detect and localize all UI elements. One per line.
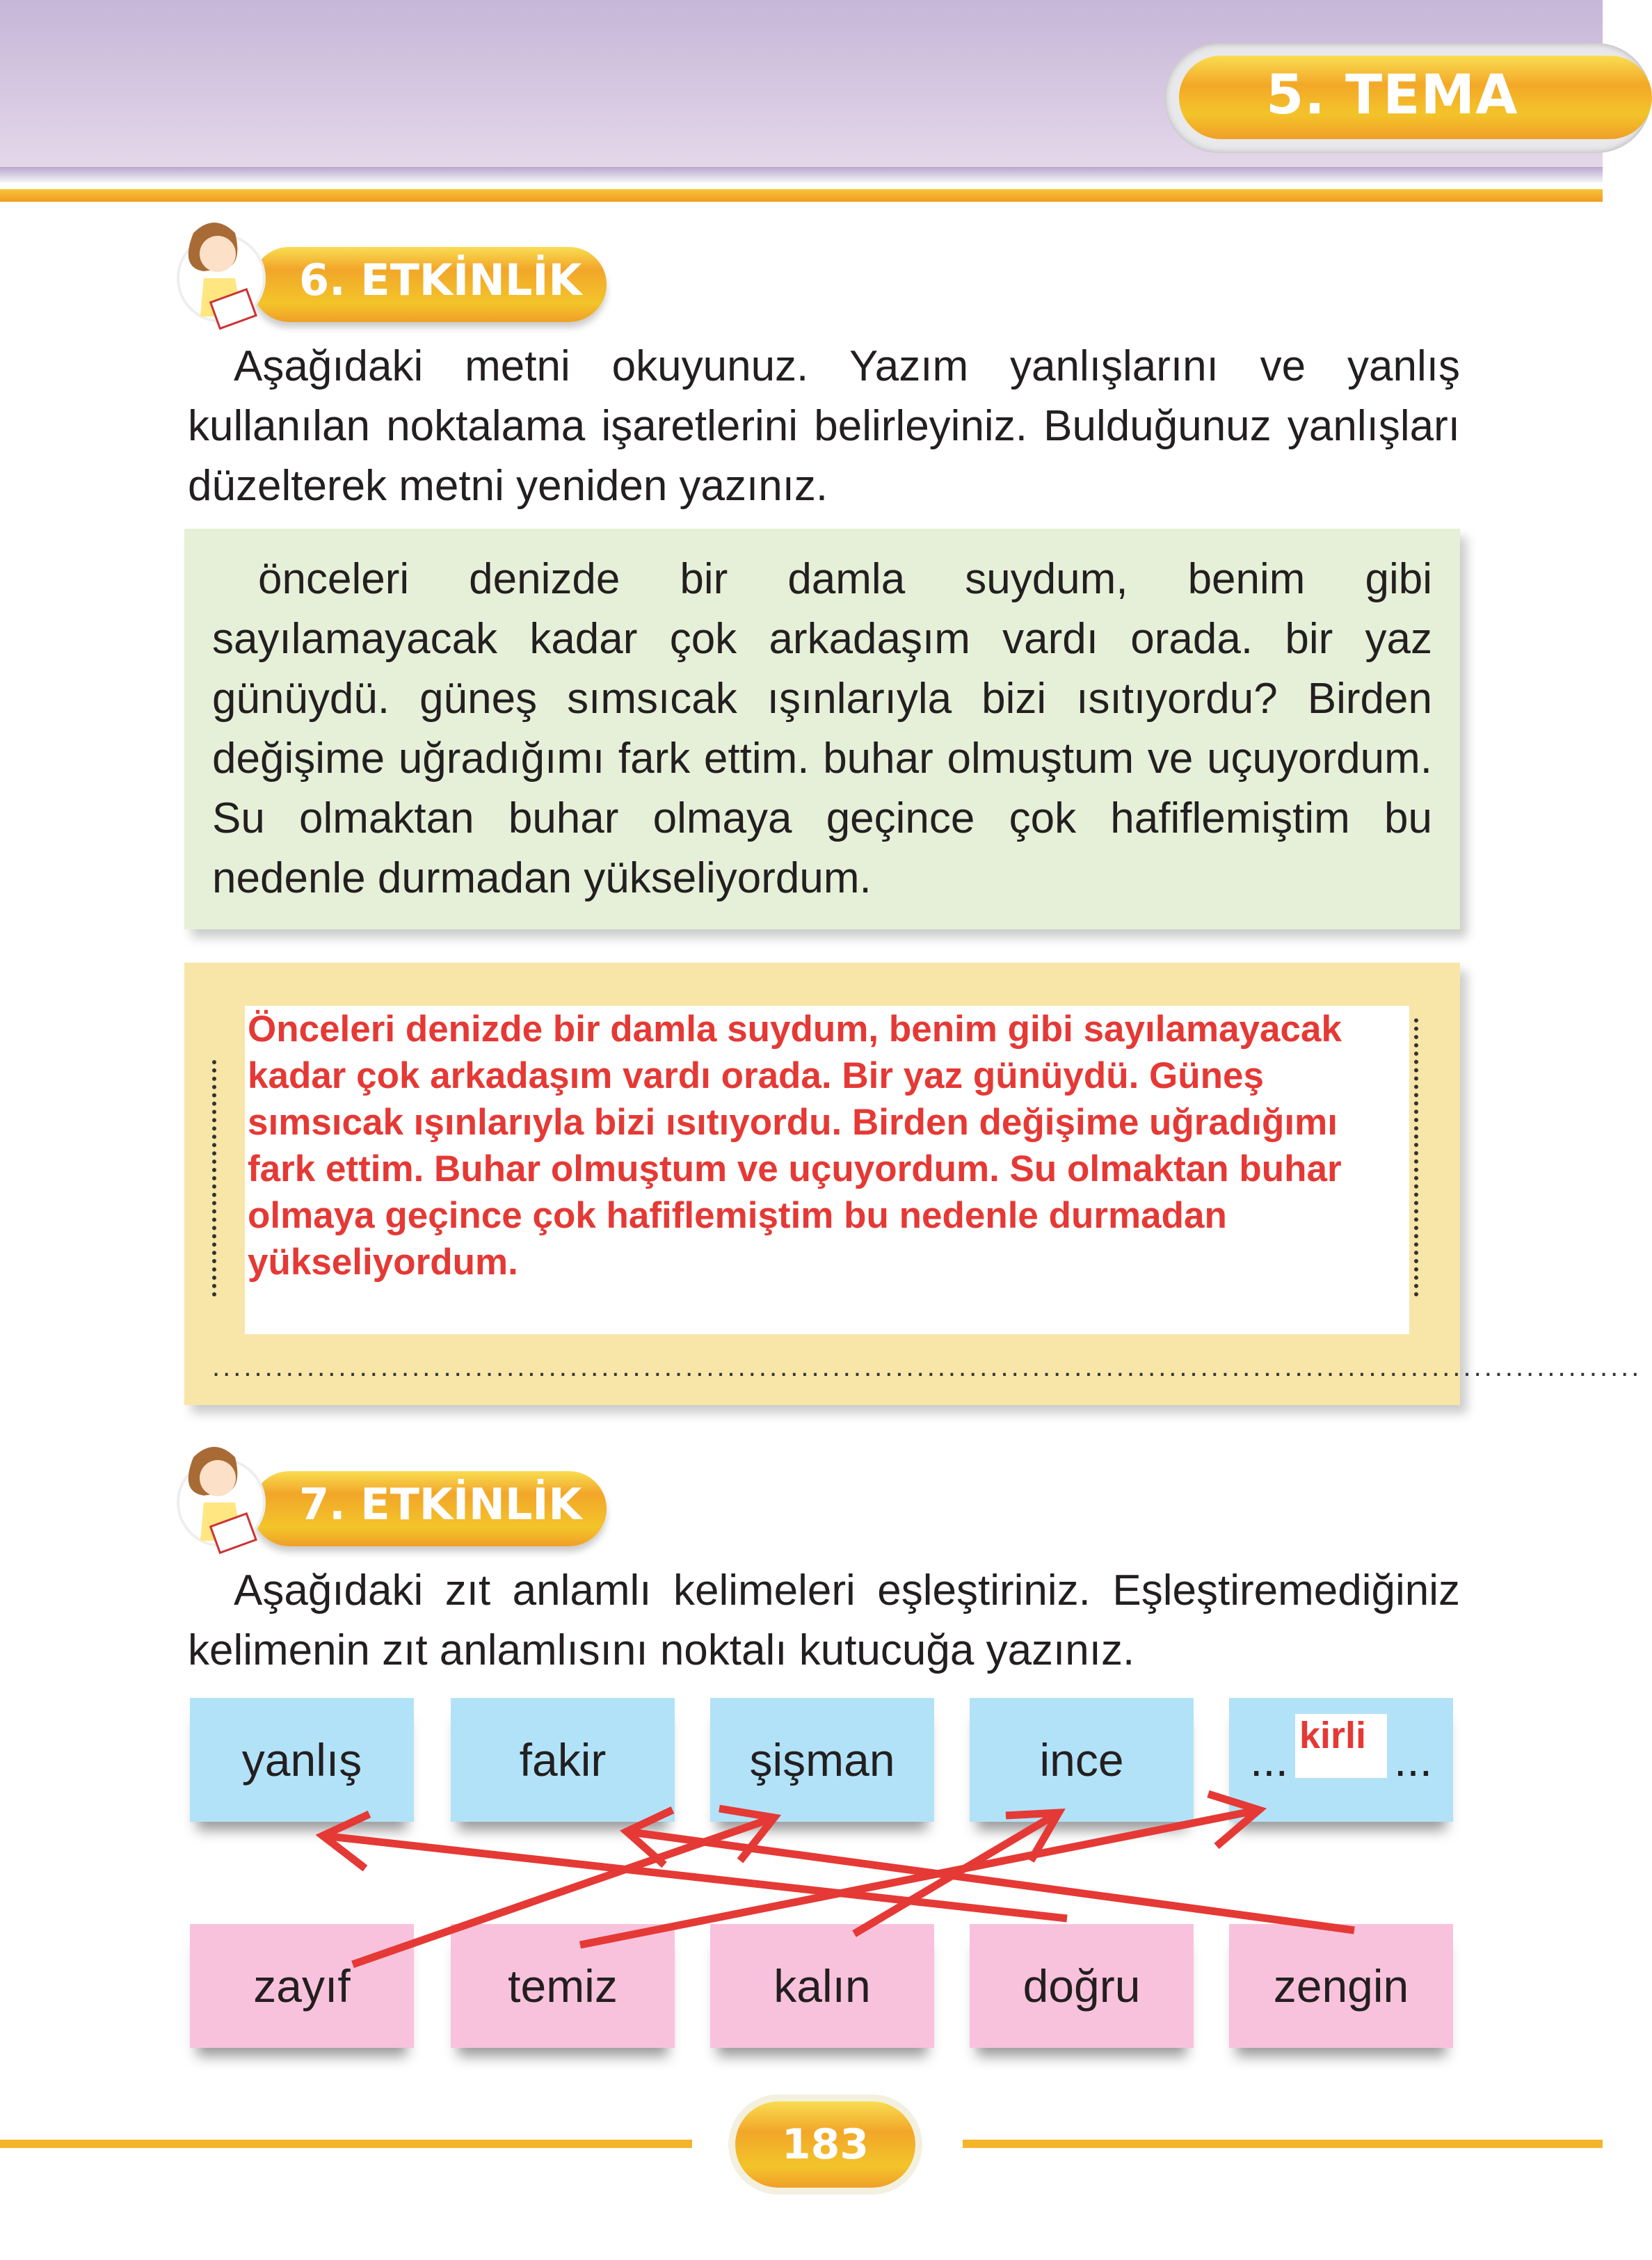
word: fakir: [519, 1734, 607, 1786]
blank-dots: ...: [1249, 1734, 1288, 1786]
arrow-dogru-yanlis: [323, 1814, 1067, 1918]
word-box-bottom[interactable]: [190, 1924, 414, 2048]
blank-word-box[interactable]: [1229, 1698, 1453, 1822]
girl-mascot-icon: [166, 1436, 270, 1555]
word-box-top[interactable]: [190, 1698, 414, 1822]
footer: [0, 2101, 1603, 2192]
word-box-top[interactable]: [970, 1698, 1194, 1822]
page-number: 183: [735, 2101, 915, 2188]
word: şişman: [749, 1734, 895, 1786]
matching-grid: [184, 1698, 1460, 2060]
girl-mascot-icon: [166, 212, 270, 330]
footer-line: [963, 2140, 1603, 2148]
word: zengin: [1273, 1960, 1409, 2012]
word: zayıf: [253, 1960, 351, 2012]
word-box-top[interactable]: [710, 1698, 934, 1822]
arrow-kalin-ince: [854, 1813, 1059, 1934]
activity7-instruction: Aşağıdaki zıt anlamlı kelimeleri eşleştiriniz. Eşleştiremediğiniz kelimenin zıt anlamlısını noktalı kutucuğa yazınız.: [188, 1566, 1460, 1674]
word-box-bottom[interactable]: [710, 1924, 934, 2048]
arrow-zengin-fakir: [627, 1810, 1354, 1930]
header-stripe: [0, 189, 1603, 202]
activity6-answer-text[interactable]: Önceleri denizde bir damla suydum, benim gibi sayılamayacak kadar çok arkadaşım vardı orada. Bir yaz günüydü. Güneş sımsıcak ışınlarıyla bizi ısıtıyordu. Birden değişime uğradığımı fark ettim. Buhar olmuştum ve uçuyordum. Su olmaktan buhar olmaya geçince çok hafiflemiştim bu nedenle durmadan yükseliyordum.: [245, 1006, 1409, 1334]
word: doğru: [1023, 1960, 1141, 2012]
word-box-bottom[interactable]: [451, 1924, 675, 2048]
word: temiz: [508, 1960, 618, 2012]
header-shadow: [0, 167, 1603, 182]
word: yanlış: [241, 1734, 362, 1786]
word-box-bottom[interactable]: [970, 1924, 1194, 2048]
activity7-title: 7. ETKİNLİK: [299, 1479, 582, 1530]
word-box-bottom[interactable]: [1229, 1924, 1453, 2048]
writing-line-right-dots: [1414, 1018, 1418, 1297]
activity6-source-text: önceleri denizde bir damla suydum, benim gibi sayılamayacak kadar çok arkadaşım vardı orada. bir yaz günüydü. güneş sımsıcak ışınlarıyla bizi ısıtıyordu? Birden değişime uğradığımı fark ettim. buhar olmuştum ve uçuyordum. Su olmaktan buhar olmaya geçince çok hafiflemiştim bu nedenle durmadan yükseliyordum.: [212, 555, 1432, 902]
writing-line-left-dots: [212, 1060, 216, 1297]
theme-label: 5. TEMA: [1266, 64, 1518, 127]
writing-line: ........................................................................................................................................: [212, 1352, 1642, 1382]
blank-dots: ...: [1394, 1734, 1433, 1786]
blank-answer[interactable]: kirli: [1295, 1714, 1387, 1778]
activity6-header: [184, 209, 1460, 327]
activity7-header: [184, 1433, 1460, 1551]
activity6-source-text-box: [184, 529, 1460, 929]
word: ince: [1039, 1734, 1124, 1786]
footer-line: [0, 2140, 692, 2148]
word-box-top[interactable]: [451, 1698, 675, 1822]
page-content: [184, 209, 1642, 2192]
word: kalın: [773, 1960, 871, 2012]
activity6-instruction: Aşağıdaki metni okuyunuz. Yazım yanlışlarını ve yanlış kullanılan noktalama işaretlerini belirleyiniz. Bulduğunuz yanlışları düzelterek metni yeniden yazınız.: [188, 342, 1460, 510]
activity6-title: 6. ETKİNLİK: [299, 255, 582, 305]
activity6-answer-box: [184, 963, 1642, 1405]
